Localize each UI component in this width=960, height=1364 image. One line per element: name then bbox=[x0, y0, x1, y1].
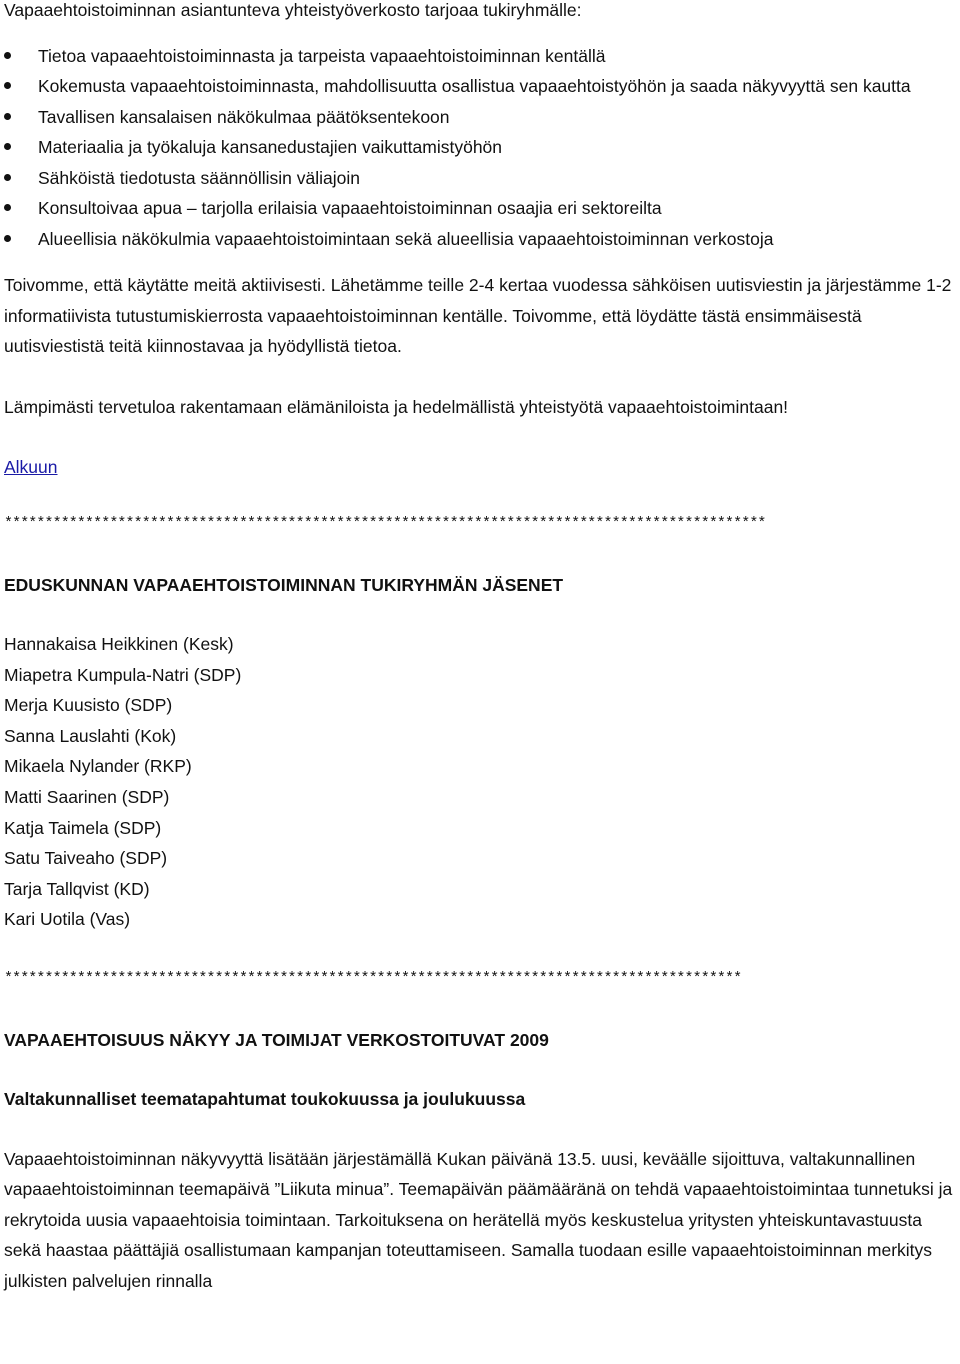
member-name: Satu Taiveaho (SDP) bbox=[4, 848, 168, 869]
back-to-top-line bbox=[4, 452, 954, 483]
member-name: Mikaela Nylander (RKP) bbox=[4, 756, 192, 777]
support-offer-list bbox=[4, 41, 954, 255]
divider-asterisks: ********************************************************************************************** bbox=[4, 514, 766, 532]
events-paragraph: Vapaaehtoistoiminnan näkyvyyttä lisätään järjestämällä Kukan päivänä 13.5. uusi, keväälle sijoittuva, valtakunnallinen vapaaehtoistoiminnan teemapäivä ”Liikuta minua”. Teemapäivän päämääränä on tehdä vapaaehtoistoimintaa tunnetuksi ja rekrytoida uusia vapaaehtoisia toimintaan. Tarkoituksena on herätellä myös keskustelua yritysten yhteiskuntavastuusta sekä haastaa päättäjiä osallistumaan kampanjan toteuttamiseen. Samalla tuodaan esille vapaaehtoistoiminnan merkitys julkisten palvelujen rinnalla bbox=[4, 1148, 953, 1291]
list-item-text: Sähköistä tiedotusta säännöllisin väliajoin bbox=[38, 167, 361, 188]
list-item-text: Tavallisen kansalaisen näkökulmaa päätöksentekoon bbox=[38, 106, 450, 127]
list-item-text: Alueellisia näkökulmia vapaaehtoistoimintaan sekä alueellisia vapaaehtoistoiminnan verkostoja bbox=[38, 228, 774, 249]
list-item bbox=[4, 132, 954, 163]
member-name: Tarja Tallqvist (KD) bbox=[4, 878, 150, 899]
back-to-top-link[interactable]: Alkuun bbox=[4, 457, 58, 477]
list-item bbox=[4, 41, 954, 72]
section-heading: VAPAAEHTOISUUS NÄKYY JA TOIMIJAT VERKOSTOITUVAT 2009 bbox=[4, 1029, 549, 1050]
bullet-icon bbox=[4, 52, 11, 59]
members-heading: EDUSKUNNAN VAPAAEHTOISTOIMINNAN TUKIRYHMÄN JÄSENET bbox=[4, 574, 564, 595]
sub-heading: Valtakunnalliset teematapahtumat toukokuussa ja joulukuussa bbox=[4, 1089, 526, 1110]
document-page bbox=[4, 0, 954, 1296]
bullet-icon bbox=[4, 235, 11, 242]
bullet-icon bbox=[4, 113, 11, 120]
list-item-text: Tietoa vapaaehtoistoiminnasta ja tarpeista vapaaehtoistoiminnan kentällä bbox=[38, 45, 606, 66]
list-item-text: Materiaalia ja työkaluja kansanedustajien vaikuttamistyöhön bbox=[38, 137, 503, 157]
list-item bbox=[4, 102, 954, 133]
welcome-paragraph: Lämpimästi tervetuloa rakentamaan elämäniloista ja hedelmällistä yhteistyötä vapaaehtoistoimintaan! bbox=[4, 396, 789, 417]
bullet-icon bbox=[4, 82, 11, 89]
list-item bbox=[4, 163, 954, 194]
list-item bbox=[4, 193, 954, 224]
intro-text: Vapaaehtoistoiminnan asiantunteva yhteistyöverkosto tarjoaa tukiryhmälle: bbox=[4, 0, 582, 20]
member-name: Katja Taimela (SDP) bbox=[4, 817, 162, 838]
bullet-icon bbox=[4, 174, 11, 181]
list-item bbox=[4, 71, 954, 102]
list-item-text: Kokemusta vapaaehtoistoiminnasta, mahdollisuutta osallistua vapaaehtoistyöhön ja saada näkyvyyttä sen kautta bbox=[38, 76, 911, 96]
members-list bbox=[4, 629, 954, 935]
bullet-icon bbox=[4, 204, 11, 211]
member-name: Kari Uotila (Vas) bbox=[4, 909, 131, 930]
member-name: Miapetra Kumpula-Natri (SDP) bbox=[4, 664, 242, 685]
member-name: Matti Saarinen (SDP) bbox=[4, 786, 170, 807]
member-name: Sanna Lauslahti (Kok) bbox=[4, 725, 177, 746]
divider-asterisks: ******************************************************************************************* bbox=[4, 969, 742, 987]
bullet-icon bbox=[4, 143, 11, 150]
member-name: Merja Kuusisto (SDP) bbox=[4, 695, 173, 716]
list-item bbox=[4, 224, 954, 255]
member-name: Hannakaisa Heikkinen (Kesk) bbox=[4, 634, 234, 654]
list-item-text: Konsultoivaa apua – tarjolla erilaisia vapaaehtoistoiminnan osaajia eri sektoreilta bbox=[38, 198, 662, 218]
hope-paragraph: Toivomme, että käytätte meitä aktiivisesti. Lähetämme teille 2-4 kertaa vuodessa sähköisen uutisviestin ja järjestämme 1-2 informatiivista tutustumiskierrosta vapaaehtoistoiminnan kentälle. Toivomme, että löydätte tästä ensimmäisestä uutisviestistä teitä kiinnostavaa ja hyödyllistä tietoa. bbox=[4, 275, 952, 356]
